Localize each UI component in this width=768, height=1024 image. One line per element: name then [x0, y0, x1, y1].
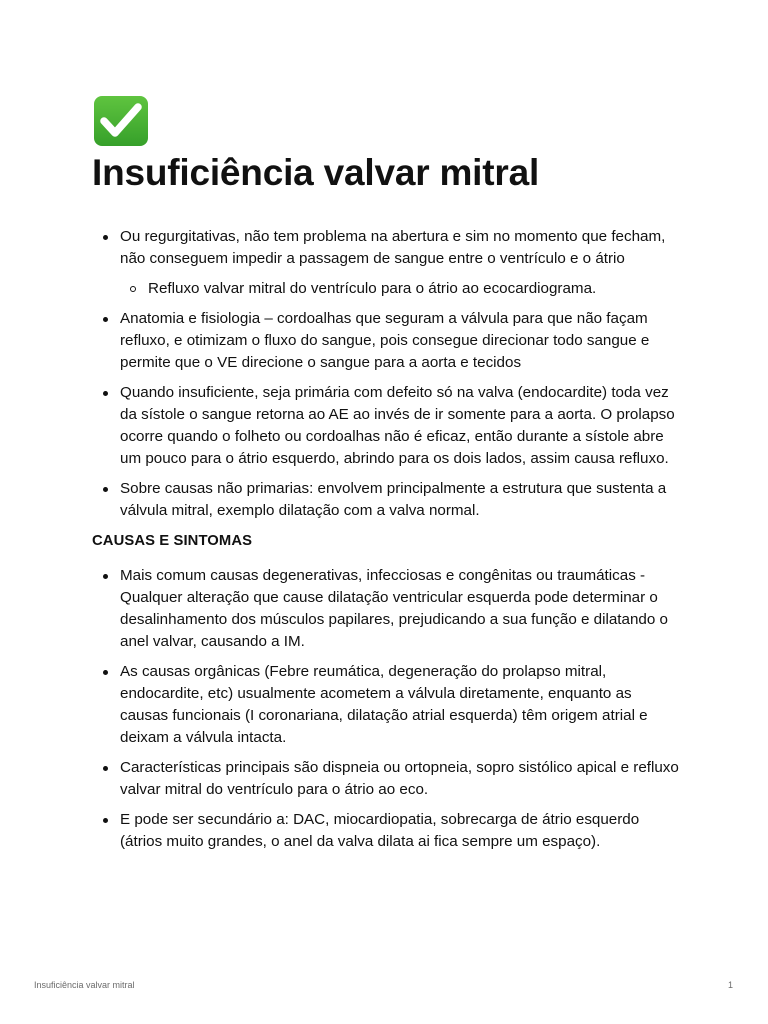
sub-bullet-list — [120, 278, 682, 300]
document-body — [92, 226, 682, 861]
check-mark-button-icon — [93, 95, 149, 147]
list-item — [92, 382, 682, 470]
page-title: Insuficiência valvar mitral — [92, 152, 540, 193]
list-item — [92, 478, 682, 522]
list-item-text: Quando insuficiente, seja primária com defeito só na valva (endocardite) toda vez da sístole o sangue retorna ao AE ao invés de ir somente para a aorta. O prolapso ocorre quando o folheto ou cordoalhas não é eficaz, então durante a sístole abre um pouco para o átrio esquerdo, abrindo para os dois lados, assim causa refluxo. — [120, 384, 675, 467]
sub-list-item — [120, 278, 682, 300]
bullet-list-intro — [92, 226, 682, 522]
footer-page-number: 1 — [727, 980, 733, 990]
list-item — [92, 757, 682, 801]
list-item — [92, 226, 682, 300]
list-item-text: Sobre causas não primarias: envolvem principalmente a estrutura que sustenta a válvula mitral, exemplo dilatação com a valva normal. — [120, 480, 667, 519]
list-item — [92, 661, 682, 749]
list-item-text: E pode ser secundário a: DAC, miocardiopatia, sobrecarga de átrio esquerdo (átrios muito grandes, o anel da valva dilata ai fica sempre um espaço). — [120, 811, 640, 850]
bullet-list-causes — [92, 565, 682, 853]
list-item-text: As causas orgânicas (Febre reumática, degeneração do prolapso mitral, endocardite, etc) usualmente acometem a válvula diretamente, enquanto as causas funcionais (I coronariana, dilatação atrial esquerda) têm origem atrial e deixam a válvula intacta. — [120, 663, 648, 746]
list-item — [92, 809, 682, 853]
footer-document-title: Insuficiência valvar mitral — [34, 980, 135, 990]
list-item-text: Anatomia e fisiologia – cordoalhas que seguram a válvula para que não façam refluxo, e otimizam o fluxo do sangue, pois consegue direcionar todo sangue e permite que o VE direcione o sangue para a aorta e tecidos — [120, 310, 650, 371]
sub-list-item-text: Refluxo valvar mitral do ventrículo para o átrio ao ecocardiograma. — [148, 280, 597, 297]
list-item-text: Mais comum causas degenerativas, infecciosas e congênitas ou traumáticas - Qualquer alteração que cause dilatação ventricular esquerda pode determinar o desalinhamento dos músculos papilares, prejudicando a sua função e dilatando o anel valvar, causando a IM. — [120, 567, 668, 650]
list-item-text: Características principais são dispneia ou ortopneia, sopro sistólico apical e refluxo valvar mitral do ventrículo para o átrio ao eco. — [120, 759, 679, 798]
list-item — [92, 308, 682, 374]
list-item-text: Ou regurgitativas, não tem problema na abertura e sim no momento que fecham, não conseguem impedir a passagem de sangue entre o ventrículo e o átrio — [120, 228, 666, 267]
list-item — [92, 565, 682, 653]
section-heading: CAUSAS E SINTOMAS — [92, 533, 253, 549]
